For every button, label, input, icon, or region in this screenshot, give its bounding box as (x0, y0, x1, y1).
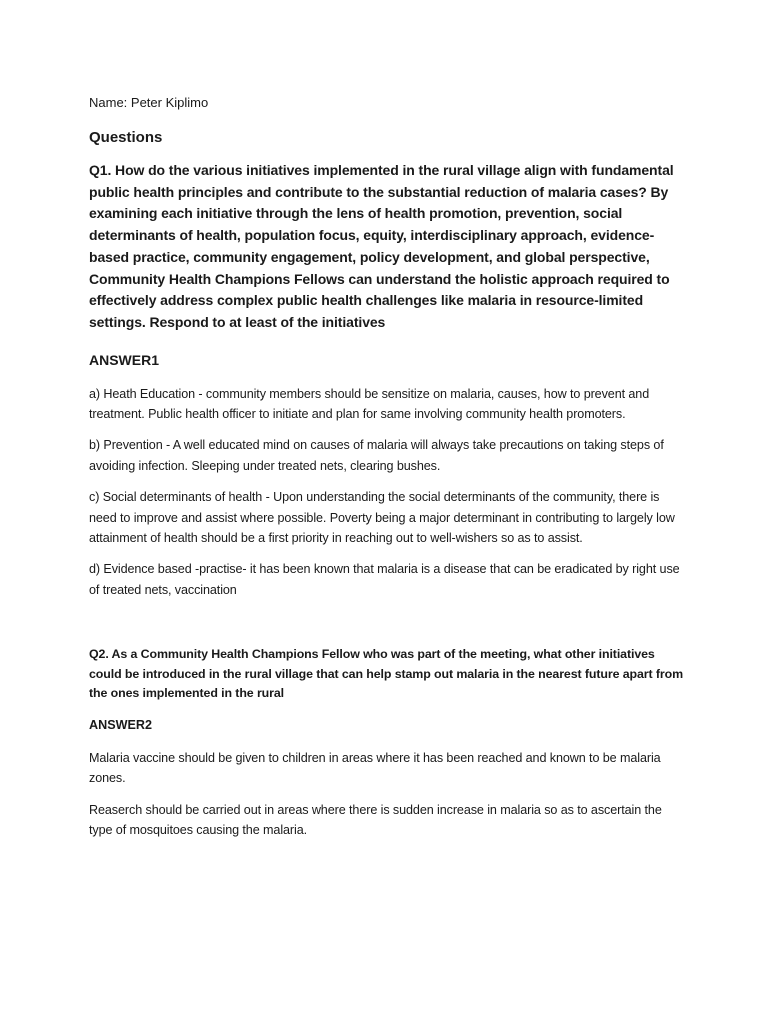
answer-2-item-1: Malaria vaccine should be given to children in areas where it has been reached and known to be malaria zones. (89, 750, 661, 786)
question-2: Q2. As a Community Health Champions Fellow who was part of the meeting, what other initiatives could be introduced in the rural village that can help stamp out malaria in the nearest future apart from the ones implemented in the rural (89, 647, 683, 701)
answer-1-item-d: d) Evidence based -practise- it has been known that malaria is a disease that can be eradicated by right use of treated nets, vaccination (89, 562, 680, 597)
questions-heading: Questions (89, 129, 163, 146)
answer-1-item-a: a) Heath Education - community members should be sensitize on malaria, causes, how to prevent and treatment. Public health officer to initiate and plan for same involving community health promoters. (89, 386, 650, 422)
question-1: Q1. How do the various initiatives implemented in the rural village align with fundamental public health principles and contribute to the substantial reduction of malaria cases? By examining each initiative through the lens of health promotion, prevention, social determinants of health, population focus, equity, interdisciplinary approach, evidence-based practice, community engagement, policy development, and global perspective, Community Health Champions Fellows can understand the holistic approach required to effectively address complex public health challenges like malaria in resource-limited settings. Respond to at least of the initiatives (89, 162, 674, 330)
answer-1-heading: ANSWER1 (89, 351, 160, 368)
answer-2-item-2: Reaserch should be carried out in areas where there is sudden increase in malaria so as to ascertain the type of mosquitoes causing the malaria. (89, 802, 662, 837)
answer-1-item-b: b) Prevention - A well educated mind on causes of malaria will always take precautions on taking steps of avoiding infection. Sleeping under treated nets, clearing bushes. (89, 438, 664, 473)
answer-2-heading: ANSWER2 (89, 717, 152, 732)
answer-1-item-c: c) Social determinants of health - Upon understanding the social determinants of the community, there is need to improve and assist where possible. Poverty being a major determinant in contributing to largely low attainment of health should be a first priority in reaching out to well-wishers so as to assist. (89, 490, 675, 546)
section-spacer (89, 611, 686, 645)
student-name: Name: Peter Kiplimo (89, 95, 209, 110)
